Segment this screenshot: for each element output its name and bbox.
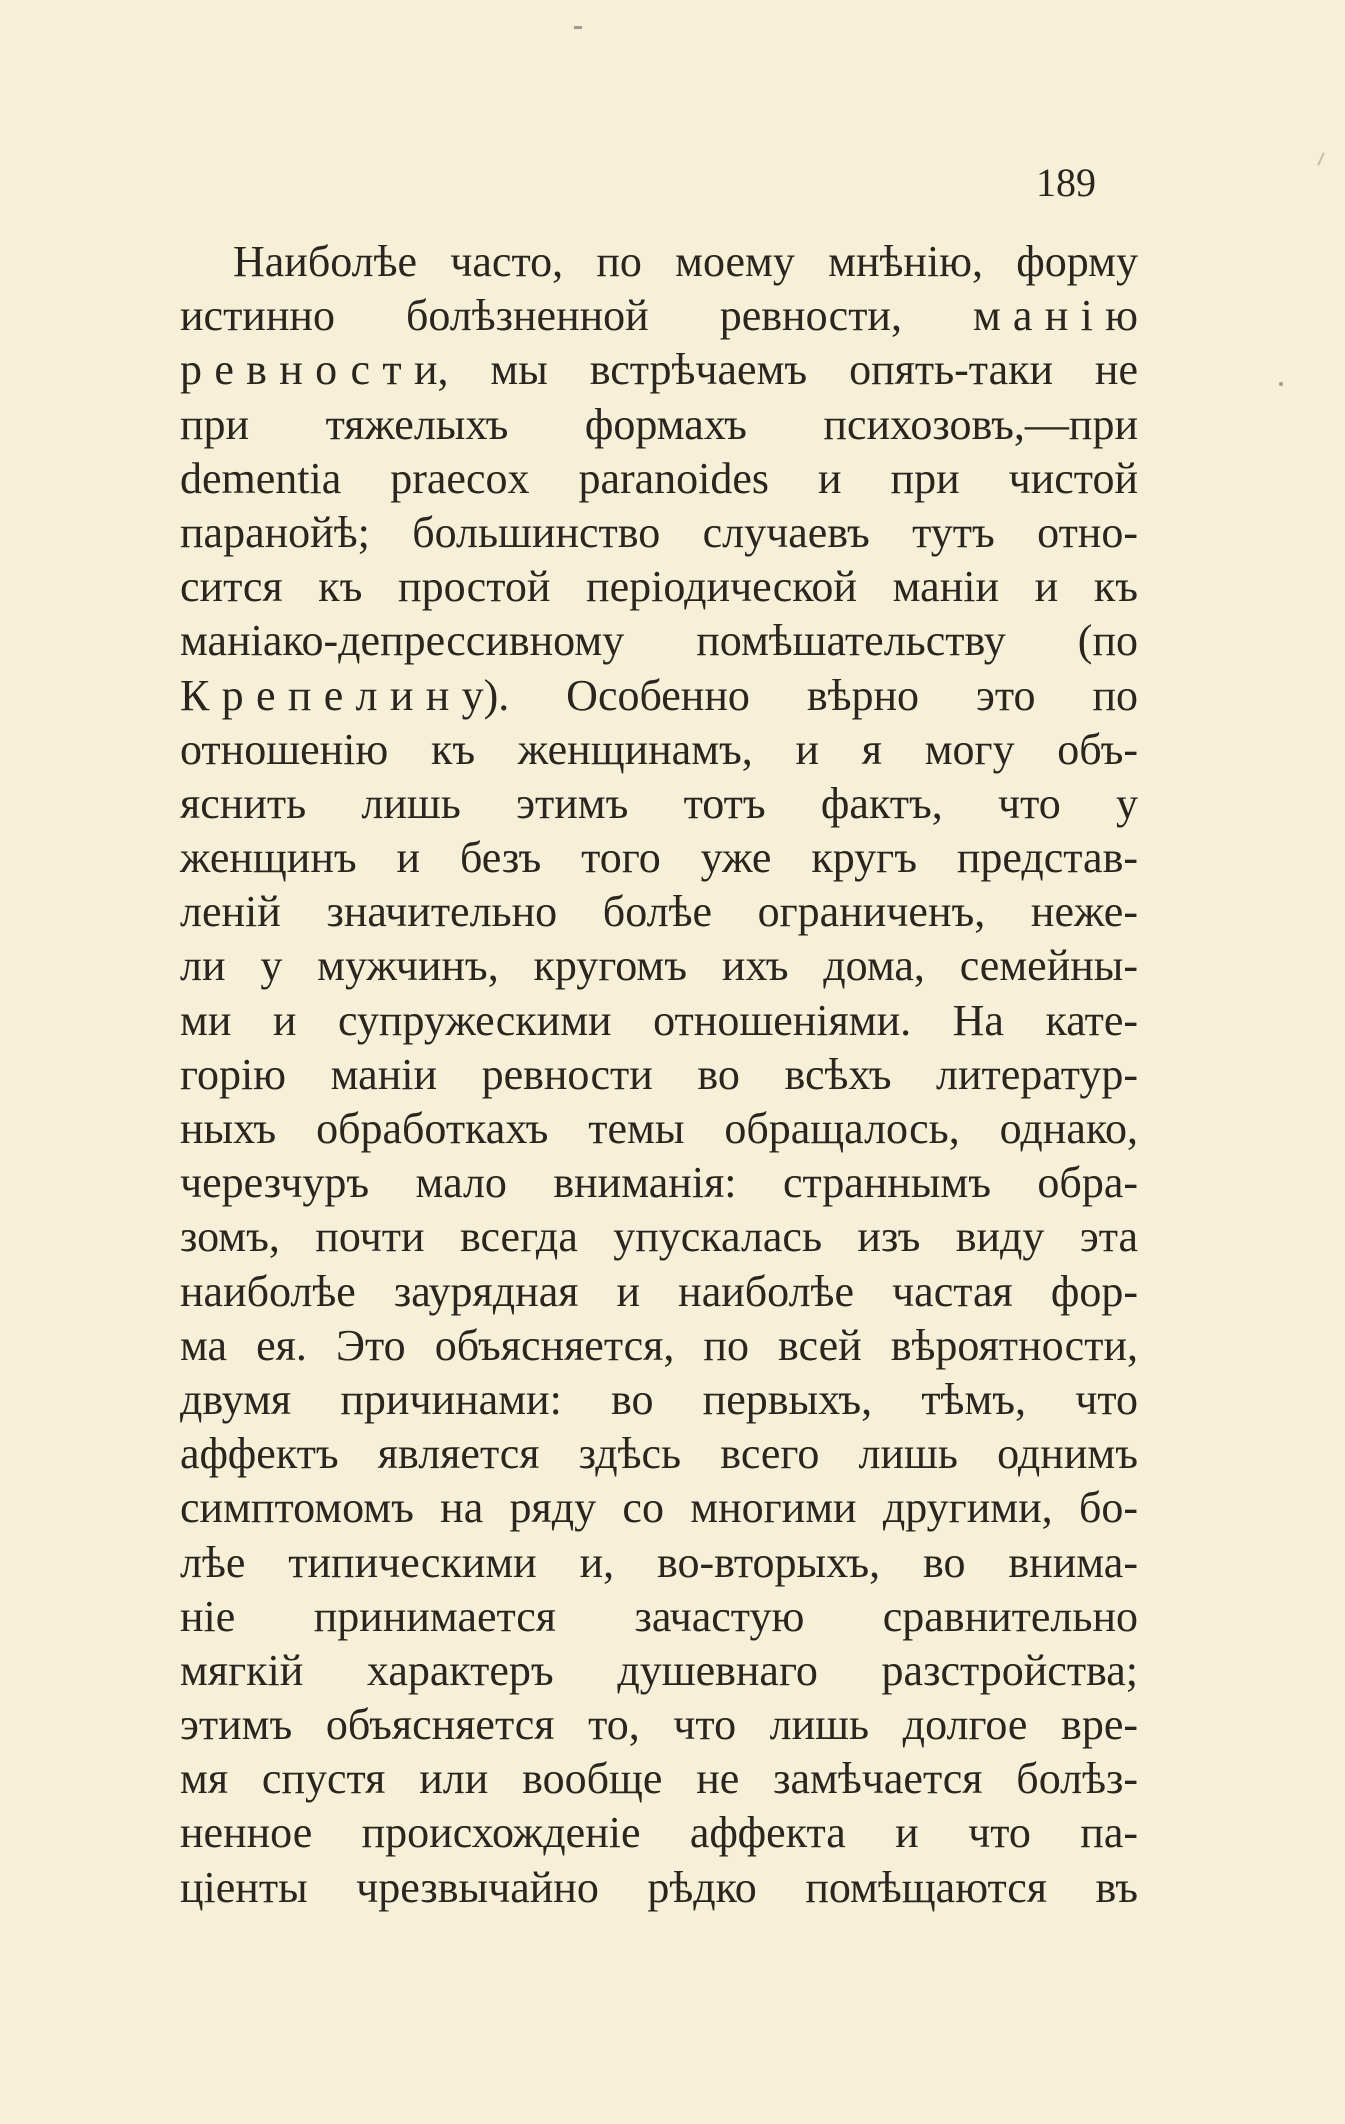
body-text-line: женщинъ и безъ того уже кругъ представ- (180, 833, 1138, 883)
scan-speck (1317, 152, 1325, 166)
body-text-line: симптомомъ на ряду со многими другими, бо- (180, 1483, 1138, 1533)
body-text-line (180, 669, 1138, 723)
body-text-line: этимъ объясняется то, что лишь долгое вре- (180, 1700, 1138, 1750)
body-text-line: яснить лишь этимъ тотъ фактъ, что у (180, 778, 1138, 828)
body-text-segment: ). Особенно вѣрно это по (483, 670, 1138, 720)
body-text-line: ніе принимается зачастую сравнительно (180, 1591, 1138, 1641)
body-text-line: маніако-депрессивному помѣшательству (по (180, 616, 1138, 666)
body-text-segment: , мы встрѣчаемъ опять-таки не (437, 345, 1138, 395)
body-text-line: мя спустя или вообще не замѣчается болѣз- (180, 1754, 1138, 1804)
body-text-line: черезчуръ мало вниманія: страннымъ обра- (180, 1158, 1138, 1208)
body-text-line: ціенты чрезвычайно рѣдко помѣщаются въ (180, 1862, 1138, 1912)
spaced-emphasis-word: манію (973, 291, 1151, 341)
body-text-line: при тяжелыхъ формахъ психозовъ,—при (180, 399, 1138, 449)
spaced-emphasis-word: Крепелину (180, 670, 496, 720)
body-text (180, 235, 1151, 1915)
body-text-line: двумя причинами: во первыхъ, тѣмъ, что (180, 1374, 1138, 1424)
body-text-segment: истинно болѣзненной ревности, (180, 291, 902, 341)
body-text-line: dementia praecox paranoides и при чистой (180, 453, 1138, 503)
body-text-line (180, 289, 1151, 343)
body-text-line: ми и супружескими отношеніями. На кате- (180, 995, 1138, 1045)
body-text-line: леній значительно болѣе ограниченъ, неже- (180, 887, 1138, 937)
body-text-line: зомъ, почти всегда упускалась изъ виду эта (180, 1212, 1138, 1262)
body-text-line: отношенію къ женщинамъ, и я могу объ- (180, 724, 1138, 774)
body-text-line: наиболѣе заурядная и наиболѣе частая фор- (180, 1266, 1138, 1316)
page-number: 189 (1036, 160, 1096, 205)
body-text-line: ма ея. Это объясняется, по всей вѣроятности, (180, 1320, 1138, 1370)
body-text-line: ли у мужчинъ, кругомъ ихъ дома, семейны- (180, 941, 1138, 991)
body-text-line: горію маніи ревности во всѣхъ литератур- (180, 1049, 1138, 1099)
body-text-line: мягкій характеръ душевнаго разстройства; (180, 1645, 1138, 1695)
body-text-line: Наиболѣе часто, по моему мнѣнію, форму (233, 237, 1138, 286)
scan-speck (1279, 382, 1283, 386)
body-text-line: ныхъ обработкахъ темы обращалось, однако, (180, 1104, 1138, 1153)
spaced-emphasis-word: ревности (180, 345, 450, 395)
scan-speck (574, 26, 582, 29)
body-text-line: аффектъ является здѣсь всего лишь однимъ (180, 1429, 1138, 1479)
body-text-line: паранойѣ; большинство случаевъ тутъ отно- (180, 507, 1138, 557)
body-text-line: лѣе типическими и, во-вторыхъ, во внима- (180, 1537, 1138, 1587)
body-text-line: сится къ простой періодической маніи и къ (180, 562, 1138, 612)
body-text-line: ненное происхожденіе аффекта и что па- (180, 1808, 1138, 1858)
body-text-line (180, 343, 1138, 397)
